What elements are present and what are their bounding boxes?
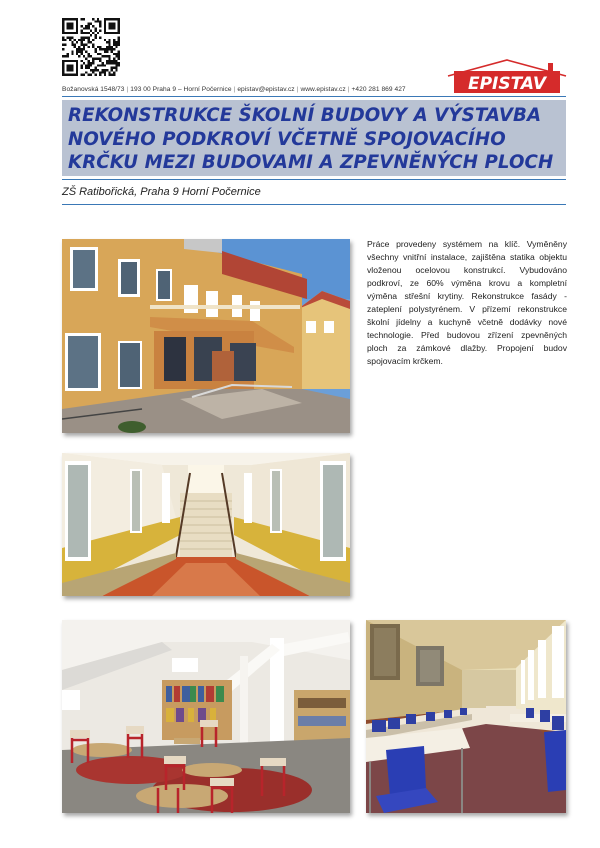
project-description: Práce provedeny systémem na klíč. Vyměněny všechny vnitřní instalace, zajištěna statika objektu vloženou ocelovou konstrukcí. Vybudováno podkroví, ze 60% výměna krovu a kompletní výměna střešní krytiny. Rekonstrukce fasády - zateplení polystyrénem. V přízemí rekonstrukce školní jídelny a kuchyně včetně dodávky nové technologie. Před budovou zřízení zpevněných ploch za zámkové dlažby. Propojení budov spojovacím krčkem.	[367, 239, 567, 366]
epistav-logo	[446, 58, 568, 94]
subtitle-divider	[62, 204, 566, 205]
page-title: REKONSTRUKCE ŠKOLNÍ BUDOVY A VÝSTAVBA NOVÉHO PODKROVÍ VČETNĚ SPOJOVACÍHO KRČKU MEZI BUDOVAMI A ZPEVNĚNÝCH PLOCH	[68, 105, 554, 173]
address: Božanovská 1548/73	[62, 86, 125, 93]
photo-building-exterior	[62, 239, 350, 433]
photo-dining-hall	[366, 620, 566, 813]
email-link[interactable]: epistav@epistav.cz	[237, 86, 295, 93]
title-divider	[62, 179, 566, 180]
qr-code	[62, 18, 120, 76]
contact-line: Božanovská 1548/73 | 193 00 Praha 9 – Horní Počernice | epistav@epistav.cz | www.epistav.cz | +420 281 869 427	[62, 86, 406, 93]
photo-attic-library	[62, 620, 350, 813]
logo-text: EPISTAV	[467, 74, 547, 94]
postal-address: 193 00 Praha 9 – Horní Počernice	[130, 86, 232, 93]
phone-number: +420 281 869 427	[351, 86, 406, 93]
project-location: ZŠ Ratibořická, Praha 9 Horní Počernice	[62, 186, 261, 198]
web-link[interactable]: www.epistav.cz	[300, 86, 346, 93]
header-divider	[62, 96, 566, 97]
photo-corridor-stairs	[62, 453, 350, 596]
